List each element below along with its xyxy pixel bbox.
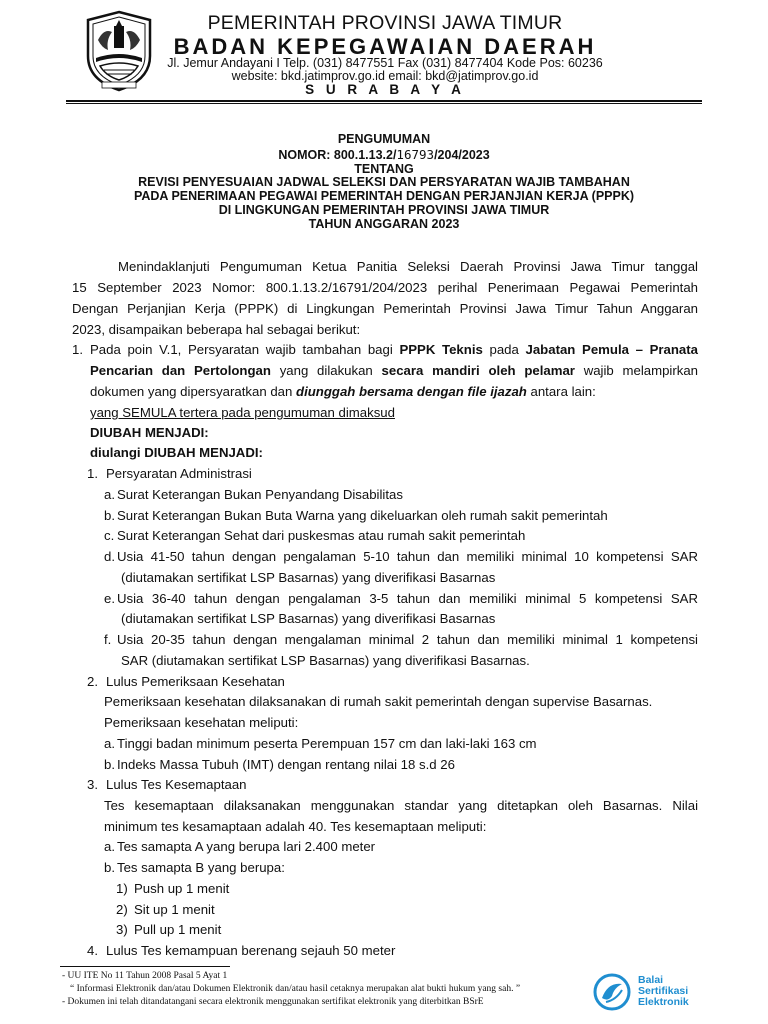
sub2-b-text: Indeks Massa Tubuh (IMT) dengan rentang nilai 18 s.d 26	[117, 757, 455, 772]
footer-esign-note: - Dokumen ini telah ditandatangani secara elektronik menggunakan sertifikat elektronik yang diterbitkan BSrE	[62, 997, 484, 1007]
sub1-d-key: d.	[104, 549, 115, 564]
original-note: yang SEMULA tertera pada pengumuman dimaksud	[90, 405, 395, 420]
sub1-b-text: Surat Keterangan Bukan Buta Warna yang dikeluarkan oleh rumah sakit pemerintah	[117, 508, 608, 523]
sub3-para2: minimum tes kesamaptaan adalah 40. Tes kesemaptaan meliputi:	[104, 819, 487, 834]
doc-about: TENTANG	[354, 162, 414, 176]
sub2-label: Lulus Pemeriksaan Kesehatan	[106, 674, 285, 689]
letterhead-rule-thick	[66, 100, 702, 102]
doc-number-prefix: NOMOR: 800.1.13.2/	[278, 148, 397, 162]
doc-number-value: 16793	[396, 147, 435, 162]
government-name: PEMERINTAH PROVINSI JAWA TIMUR	[207, 12, 563, 34]
intro-line1: Menindaklanjuti Pengumuman Ketua Panitia Seleksi Daerah Provinsi Jawa Timur tanggal	[118, 259, 698, 274]
sub1-e-text2: (diutamakan sertifikat LSP Basarnas) yang diverifikasi Basarnas	[121, 611, 496, 626]
sub1-f-text2: SAR (diutamakan sertifikat LSP Basarnas) yang diverifikasi Basarnas.	[121, 653, 530, 668]
sub1-c-text: Surat Keterangan Sehat dari puskesmas atau rumah sakit pemerintah	[117, 528, 526, 543]
point1-line1: Pada poin V.1, Persyaratan wajib tambahan bagi PPPK Teknis pada Jabatan Pemula – Pranata	[90, 342, 698, 357]
footer-law: - UU ITE No 11 Tahun 2008 Pasal 5 Ayat 1	[62, 971, 228, 981]
sub3-item2-key: 2)	[116, 902, 128, 917]
sub3-para1: Tes kesemaptaan dilaksanakan menggunakan standar yang ditetapkan oleh Basarnas. Nilai	[104, 798, 698, 813]
sub1-a-text: Surat Keterangan Bukan Penyandang Disabilitas	[117, 487, 403, 502]
sub1-f-text1: Usia 20-35 tahun dengan mengalaman minimal 2 tahun dan memiliki minimal 1 kompetensi	[117, 632, 698, 647]
sub3-item1-text: Push up 1 menit	[134, 881, 230, 896]
intro-line2: 15 September 2023 Nomor: 800.1.13.2/16791/204/2023 perihal Penerimaan Pegawai Pemerintah	[72, 280, 698, 295]
agency-city: S U R A B A Y A	[305, 82, 465, 97]
sub3-item3-key: 3)	[116, 922, 128, 937]
doc-subject-line1: REVISI PENYESUAIAN JADWAL SELEKSI DAN PERSYARATAN WAJIB TAMBAHAN	[138, 175, 630, 189]
point1-number: 1.	[72, 342, 83, 357]
point1-line3: dokumen yang dipersyaratkan dan diunggah bersama dengan file ijazah antara lain:	[90, 384, 596, 399]
footer-rule	[60, 966, 230, 967]
sub3-b-text: Tes samapta B yang berupa:	[117, 860, 285, 875]
bsre-name-line2: Sertifikasi	[638, 985, 689, 997]
sub2-para2: Pemeriksaan kesehatan meliputi:	[104, 715, 299, 730]
sub3-number: 3.	[87, 777, 98, 792]
sub3-b-key: b.	[104, 860, 115, 875]
sub3-a-key: a.	[104, 839, 115, 854]
sub1-e-text1: Usia 36-40 tahun dengan pengalaman 3-5 tahun dan memiliki minimal 5 kompetensi SAR	[117, 591, 698, 606]
doc-subject-line2: PADA PENERIMAAN PEGAWAI PEMERINTAH DENGAN PERJANJIAN KERJA (PPPK)	[133, 189, 635, 203]
intro-line3: Dengan Perjanjian Kerja (PPPK) di Lingkungan Pemerintah Provinsi Jawa Timur Tahun Anggaran	[72, 301, 698, 316]
sub3-label: Lulus Tes Kesemaptaan	[106, 777, 247, 792]
intro-line4: 2023, disampaikan beberapa hal sebagai berikut:	[72, 322, 361, 337]
changed-to-heading: DIUBAH MENJADI:	[90, 425, 209, 440]
sub3-a-text: Tes samapta A yang berupa lari 2.400 meter	[117, 839, 376, 854]
letterhead-rule-thin	[66, 103, 702, 104]
sub2-a-key: a.	[104, 736, 115, 751]
agency-contact: website: bkd.jatimprov.go.id email: bkd@jatimprov.go.id	[231, 69, 539, 83]
doc-number	[66, 147, 702, 162]
sub1-e-key: e.	[104, 591, 115, 606]
sub2-b-key: b.	[104, 757, 115, 772]
sub4-label: Lulus Tes kemampuan berenang sejauh 50 meter	[106, 943, 396, 958]
agency-address: Jl. Jemur Andayani I Telp. (031) 8477551 Fax (031) 8477404 Kode Pos: 60236	[167, 56, 603, 70]
doc-subject-line3: DI LINGKUNGAN PEMERINTAH PROVINSI JAWA TIMUR	[218, 203, 550, 217]
bsre-logo-icon	[592, 972, 632, 1012]
sub1-d-text2: (diutamakan sertifikat LSP Basarnas) yang diverifikasi Basarnas	[121, 570, 496, 585]
sub1-number: 1.	[87, 466, 98, 481]
sub4-number: 4.	[87, 943, 98, 958]
bsre-name-line3: Elektronik	[638, 996, 689, 1008]
footer-quote: “ Informasi Elektronik dan/atau Dokumen Elektronik dan/atau hasil cetaknya merupakan alat bukti hukum yang sah. ”	[70, 984, 521, 994]
sub1-a-key: a.	[104, 487, 115, 502]
agency-name: BADAN KEPEGAWAIAN DAERAH	[173, 34, 597, 59]
point1-line2: Pencarian dan Pertolongan yang dilakukan secara mandiri oleh pelamar wajib melampirkan	[90, 363, 698, 378]
sub2-number: 2.	[87, 674, 98, 689]
jawa-timur-emblem-icon	[84, 10, 154, 92]
sub3-item1-key: 1)	[116, 881, 128, 896]
sub1-c-key: c.	[104, 528, 115, 543]
sub3-item2-text: Sit up 1 menit	[134, 902, 215, 917]
sub2-a-text: Tinggi badan minimum peserta Perempuan 157 cm dan laki-laki 163 cm	[117, 736, 537, 751]
doc-number-suffix: /204/2023	[434, 148, 490, 162]
sub1-f-key: f.	[104, 632, 112, 647]
sub3-item3-text: Pull up 1 menit	[134, 922, 222, 937]
sub2-para1: Pemeriksaan kesehatan dilaksanakan di rumah sakit pemerintah dengan supervise Basarnas.	[104, 694, 653, 709]
bsre-name-line1: Balai	[638, 974, 664, 986]
sub1-d-text1: Usia 41-50 tahun dengan pengalaman 5-10 tahun dan memiliki minimal 10 kompetensi SAR	[117, 549, 698, 564]
sub1-label: Persyaratan Administrasi	[106, 466, 252, 481]
changed-again-heading: diulangi DIUBAH MENJADI:	[90, 445, 263, 460]
doc-type: PENGUMUMAN	[337, 132, 431, 146]
doc-subject-line4: TAHUN ANGGARAN 2023	[308, 217, 460, 231]
sub1-b-key: b.	[104, 508, 115, 523]
